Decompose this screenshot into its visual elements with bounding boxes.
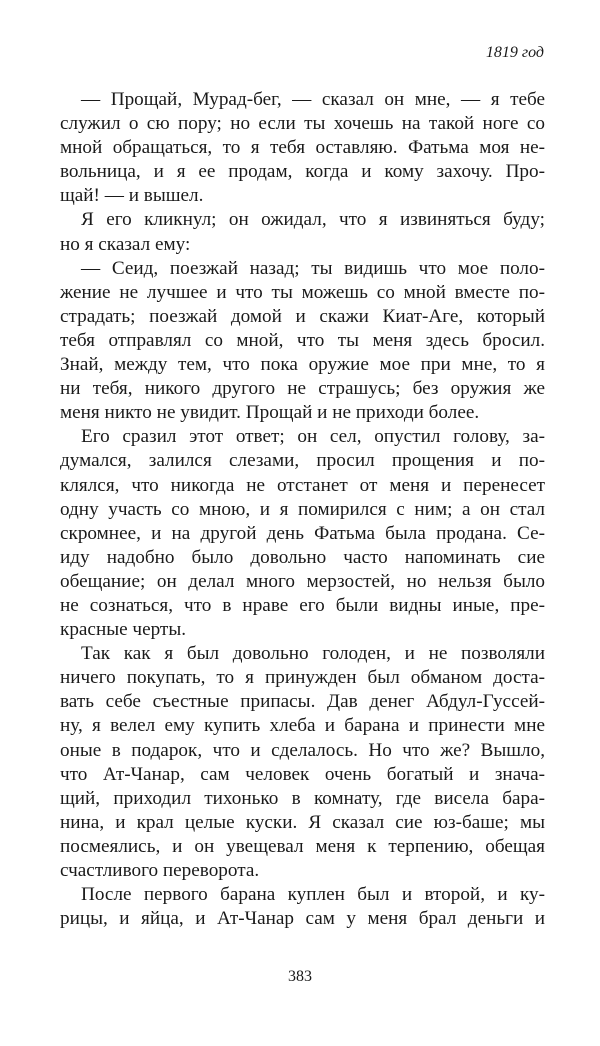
body-text (60, 88, 545, 931)
text-line: иду надобно было довольно часто напоминать сие (60, 546, 545, 568)
text-line: — Прощай, Мурад-бег, — сказал он мне, — я тебе (81, 89, 545, 110)
text-line: ни тебя, никого другого не страшусь; без оружия же (60, 378, 545, 400)
text-line: Я его кликнул; он ожидал, что я извиняться буду; (81, 209, 545, 231)
page-number: 383 (288, 968, 312, 985)
text-line: красные черты. (60, 619, 187, 641)
text-line: тебя отправлял со мной, что ты меня здесь бросил. (60, 329, 545, 351)
text-line: Так как я был довольно голоден, и не позволяли (81, 643, 545, 665)
text-line: ну, я велел ему купить хлеба и барана и принести мне (60, 715, 545, 737)
text-line: не сознаться, что в нраве его были видны иные, пре- (60, 594, 545, 616)
text-line: мной обращаться, то я тебя оставляю. Фатьма моя не- (60, 137, 545, 159)
text-line: что Ат-Чанар, сам человек очень богатый и знача- (60, 763, 545, 785)
text-line: рицы, и яйца, и Ат-Чанар сам у меня брал деньги и (60, 908, 545, 930)
text-line: страдать; поезжай домой и скажи Киат-Аге, который (60, 305, 545, 327)
text-line: меня никто не увидит. Прощай и не приходи более. (60, 402, 480, 424)
text-line: но я сказал ему: (60, 233, 191, 255)
text-line: нина, и крал целые куски. Я сказал сие юз-баше; мы (60, 811, 545, 833)
text-line: щий, приходил тихонько в комнату, где висела бара- (60, 787, 545, 809)
text-line: скромнее, и на другой день Фатьма была продана. Се- (60, 522, 545, 544)
running-header: 1819 год (485, 44, 544, 61)
text-line: Его сразил этот ответ; он сел, опустил голову, за- (81, 426, 545, 448)
text-line: думался, залился слезами, просил прощения и по- (60, 450, 545, 472)
text-line: щай! — и вышел. (60, 185, 204, 207)
text-line: Знай, между тем, что пока оружие мое при мне, то я (60, 354, 545, 376)
text-line: обещание; он делал много мерзостей, но нельзя было (60, 570, 545, 592)
text-line: клялся, что никогда не отстанет от меня и перенесет (60, 474, 545, 496)
text-line: посмеялись, и он увещевал меня к терпению, обещая (60, 835, 545, 857)
text-line: вольница, и я ее продам, когда и кому захочу. Про- (60, 161, 545, 183)
text-line: вать себе съестные припасы. Дав денег Абдул-Гуссей- (60, 691, 545, 713)
text-line: счастливого переворота. (60, 860, 260, 881)
text-line: одну участь со мною, и я помирился с ним; а он стал (60, 498, 545, 520)
text-line: оные в подарок, что и сделалось. Но что же? Вышло, (60, 739, 545, 761)
text-line: служил о сю пору; но если ты хочешь на такой ноге со (60, 113, 545, 135)
text-line: ничего покупать, то я принужден был обманом доста- (60, 667, 545, 689)
text-line: жение не лучшее и что ты можешь со мной вместе по- (60, 281, 545, 303)
text-line: — Сеид, поезжай назад; ты видишь что мое поло- (81, 257, 545, 279)
text-line: После первого барана куплен был и второй, и ку- (81, 884, 545, 906)
